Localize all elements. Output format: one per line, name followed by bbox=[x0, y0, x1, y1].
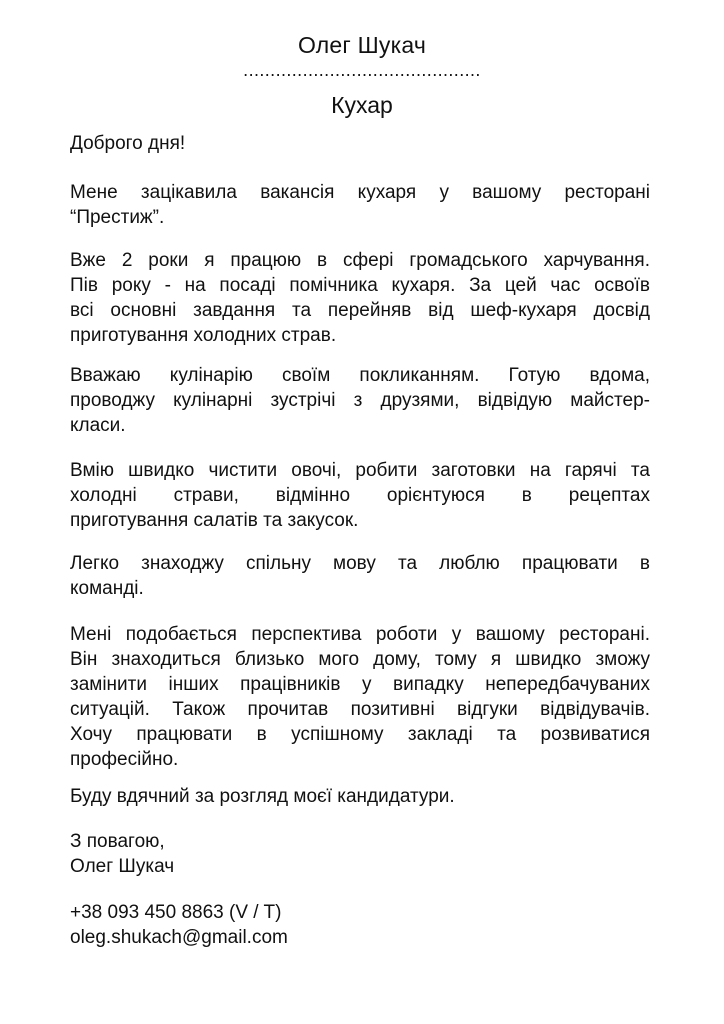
paragraph-line: Хочу працювати в успішному закладі та розвиватися bbox=[70, 724, 650, 745]
greeting bbox=[70, 131, 650, 156]
paragraph-line: приготування холодних страв. bbox=[70, 325, 337, 346]
paragraph-teamwork bbox=[70, 551, 650, 601]
greeting-text: Доброго дня! bbox=[70, 133, 186, 154]
paragraph-vacancy bbox=[70, 180, 650, 230]
paragraph-line: професійно. bbox=[70, 749, 179, 770]
closing-phrase: З повагою, bbox=[70, 831, 165, 852]
paragraph-line: всі основні завдання та перейняв від шеф-кухаря досвід bbox=[70, 300, 650, 321]
paragraph-line: замінити інших працівників у випадку непередбачуваних bbox=[70, 674, 650, 695]
paragraph-line: Вже 2 роки я працюю в сфері громадського харчування. bbox=[70, 250, 650, 271]
paragraph-line: Вмію швидко чистити овочі, робити заготовки на гарячі та bbox=[70, 460, 650, 481]
paragraph-line: приготування салатів та закусок. bbox=[70, 510, 359, 531]
paragraph-line: Вважаю кулінарію своїм покликанням. Готую вдома, bbox=[70, 365, 650, 386]
paragraph-line: Легко знаходжу спільну мову та люблю працювати в bbox=[70, 553, 650, 574]
paragraph-line: “Престиж”. bbox=[70, 207, 165, 228]
paragraph-line: проводжу кулінарні зустрічі з друзями, відвідую майстер- bbox=[70, 390, 650, 411]
contact-block bbox=[70, 900, 650, 950]
signature-name: Олег Шукач bbox=[70, 856, 175, 877]
email-address: oleg.shukach@gmail.com bbox=[70, 927, 288, 948]
dotted-separator: ............................................ bbox=[243, 60, 481, 80]
paragraph-passion bbox=[70, 363, 650, 438]
phone-number: +38 093 450 8863 (V / T) bbox=[70, 902, 282, 923]
paragraph-line: Мені подобається перспектива роботи у вашому ресторані. bbox=[70, 624, 650, 645]
paragraph-experience bbox=[70, 248, 650, 348]
applicant-name-heading: Олег Шукач bbox=[297, 32, 427, 58]
paragraph-line: Пів року - на посаді помічника кухаря. За цей час освоїв bbox=[70, 275, 650, 296]
paragraph-gratitude bbox=[70, 784, 650, 809]
paragraph-line: команді. bbox=[70, 578, 144, 599]
paragraph-line: Мене зацікавила вакансія кухаря у вашому ресторані bbox=[70, 182, 650, 203]
paragraph-line: ситуацій. Також прочитав позитивні відгуки відвідувачів. bbox=[70, 699, 650, 720]
paragraph-line: класи. bbox=[70, 415, 126, 436]
position-title: Кухар bbox=[331, 92, 393, 118]
paragraph-skills bbox=[70, 458, 650, 533]
paragraph-line: холодні страви, відмінно орієнтуюся в рецептах bbox=[70, 485, 650, 506]
closing-block bbox=[70, 829, 650, 879]
paragraph-motivation bbox=[70, 622, 650, 772]
paragraph-line: Він знаходиться близько мого дому, тому я швидко зможу bbox=[70, 649, 650, 670]
paragraph-line: Буду вдячний за розгляд моєї кандидатури. bbox=[70, 786, 455, 807]
